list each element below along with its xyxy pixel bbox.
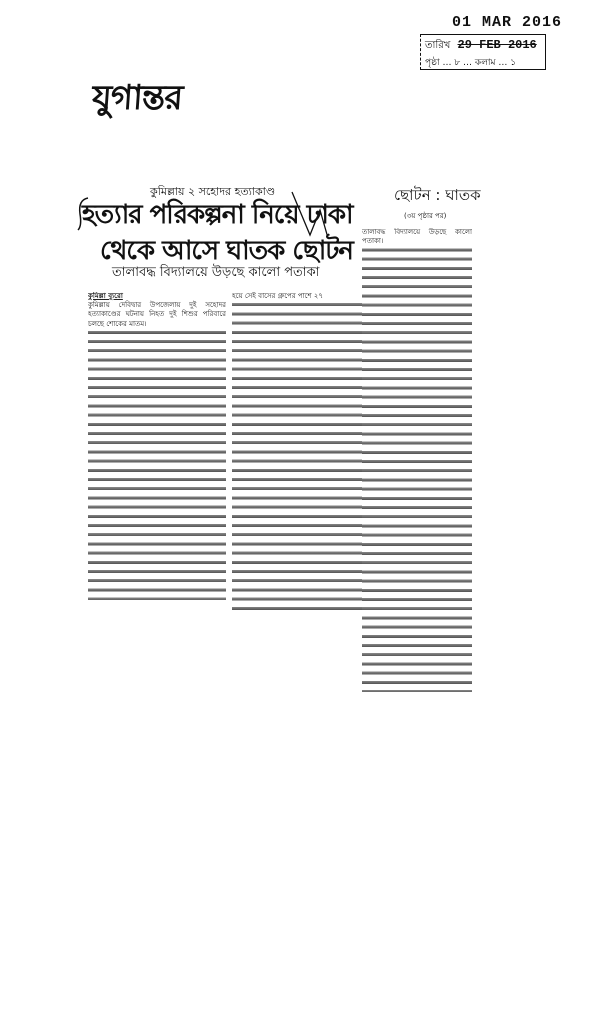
- article-column-3: [362, 228, 472, 692]
- headline-line-2: থেকে আসে ঘাতক ছোটন: [100, 236, 353, 266]
- article-kicker: কুমিল্লায় ২ সহোদর হত্যাকাণ্ড: [150, 185, 276, 198]
- column-label: কলাম: [474, 58, 496, 68]
- clipping-stamp-box: তারিখ 29 FEB 2016 পৃষ্ঠা … ৮ … কলাম … ১: [420, 34, 546, 70]
- date-label: তারিখ: [425, 40, 451, 51]
- received-date-stamp: 01 MAR 2016: [452, 14, 563, 31]
- headline-line-1: হত্যার পরিকল্পনা নিয়ে ঢাকা: [82, 200, 353, 230]
- newspaper-masthead: যুগান্তর: [90, 78, 184, 118]
- page-value: ৮: [454, 58, 461, 68]
- column-1-text: কুমিল্লায় দেবিদ্বার উপজেলায় দুই সহোদর হত্যাকাণ্ডের ঘটনায় নিহত দুই শিশুর পরিবারে চলছে শোকের মাতম।: [88, 301, 226, 328]
- article-column-2: [232, 292, 362, 612]
- byline: কুমিল্লা ব্যুরো: [88, 292, 123, 300]
- page-label: পৃষ্ঠা: [425, 58, 440, 68]
- article-column-1: [88, 292, 226, 600]
- column-2-text: হয়ে সেই বাসের গ্রুপের পাশে ২৭: [232, 292, 362, 301]
- date-value: 29 FEB 2016: [457, 38, 537, 52]
- continued-from-note: (৩য় পৃষ্ঠার পর): [404, 212, 447, 220]
- column-3-text: তালাবদ্ধ বিদ্যালয়ে উড়ছে কালো পতাকা।: [362, 228, 472, 246]
- subheadline: তালাবদ্ধ বিদ্যালয়ে উড়ছে কালো পতাকা: [112, 265, 320, 280]
- column-value: ১: [510, 58, 517, 68]
- continued-heading: ছোটন : ঘাতক: [394, 186, 481, 204]
